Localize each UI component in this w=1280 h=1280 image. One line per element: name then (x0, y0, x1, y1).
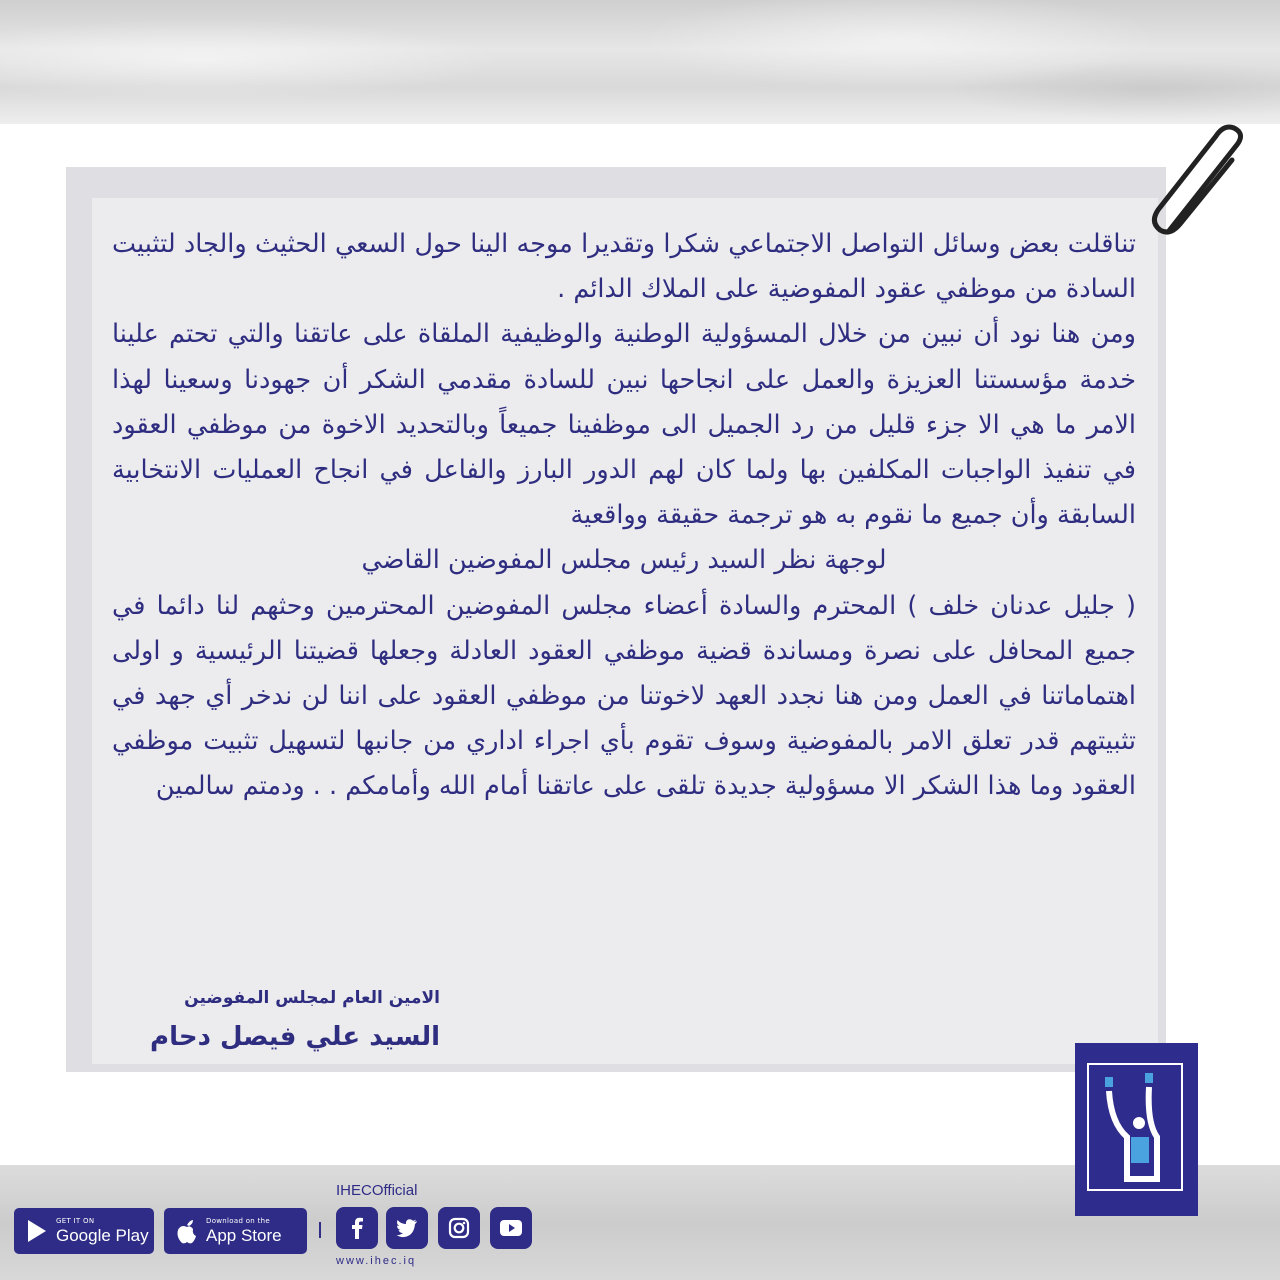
instagram-button[interactable] (438, 1207, 480, 1249)
facebook-icon (347, 1217, 367, 1239)
instagram-icon (448, 1217, 470, 1239)
letter-body (112, 222, 1136, 810)
twitter-button[interactable] (386, 1207, 428, 1249)
letter-paragraph-4: ( جليل عدنان خلف ) المحترم والسادة أعضاء مجلس المفوضين المحترمين وحثهم لنا دائما في جميع المحافل على نصرة ومساندة قضية موظفي العقود العادلة وجعلها قضيتنا الرئيسية و اولى اهتماماتنا في العمل ومن هنا نجدد العهد لاخوتنا من موظفي العقود على اننا لن ندخر أي جهد في تثبيتهم قدر تعلق الامر بالمفوضية وسوف تقوم بأي اجراء اداري من جانبها لتسهيل تثبيت موظفي العقود وما هذا الشكر الا مسؤولية جديدة تلقى على عاتقنا أمام الله وأمامكم . . ودمتم سالمين (112, 590, 1136, 802)
signature-name: السيد علي فيصل دحام (150, 1022, 440, 1052)
youtube-button[interactable] (490, 1207, 532, 1249)
letter-paragraph-2: ومن هنا نود أن نبين من خلال المسؤولية الوطنية والوظيفية الملقاة على عاتقنا والتي تحتم علينا خدمة مؤسستنا العزيزة والعمل على انجاحها نبين للسادة مقدمي الشكر أن جهودنا وسعينا لهذا الامر ما هي الا جزء قليل من رد الجميل الى موظفينا جميعاً وبالتحديد الاخوة من موظفي العقود في تنفيذ الواجبات المكلفين بها ولما كان لهم الدور البارز والفاعل في انجاح العمليات الانتخابية السابقة وأن جميع ما نقوم به هو ترجمة حقيقة وواقعية (112, 319, 1136, 531)
youtube-icon (499, 1219, 523, 1237)
google-play-small: GET IT ON (56, 1216, 95, 1225)
letter-paragraph-3: لوجهة نظر السيد رئيس مجلس المفوضين القاضي (361, 545, 887, 576)
google-play-big: Google Play (56, 1225, 149, 1245)
facebook-button[interactable] (336, 1207, 378, 1249)
top-texture-band (0, 0, 1280, 124)
app-store-big: App Store (206, 1225, 282, 1245)
letter-paragraph-1: تناقلت بعض وسائل التواصل الاجتماعي شكرا وتقديرا موجه الينا حول السعي الحثيث والجاد لتثبيت السادة من موظفي عقود المفوضية على الملاك الدائم . (112, 229, 1136, 305)
google-play-button[interactable] (14, 1208, 154, 1254)
ihec-logo (1075, 1043, 1198, 1216)
paperclip-icon (1148, 124, 1258, 254)
app-store-small: Download on the (206, 1216, 270, 1225)
social-handle: IHECOfficial (336, 1182, 418, 1199)
google-play-icon (26, 1219, 48, 1243)
app-store-button[interactable] (164, 1208, 307, 1254)
footer-divider (319, 1222, 321, 1238)
apple-icon (176, 1218, 198, 1244)
twitter-icon (396, 1218, 418, 1238)
logo-figure (1087, 1063, 1183, 1191)
website-url[interactable]: www.ihec.iq (336, 1255, 417, 1267)
signature-title: الامين العام لمجلس المفوضين (184, 988, 440, 1008)
